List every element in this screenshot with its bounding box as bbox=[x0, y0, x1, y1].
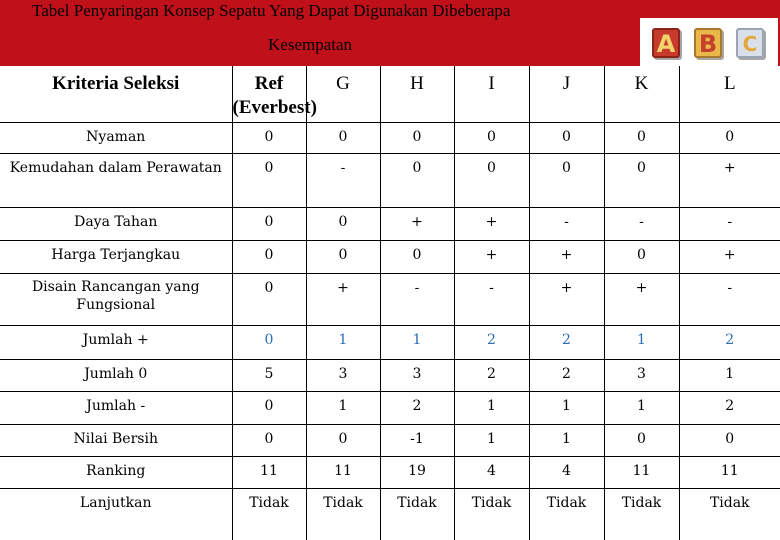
score-cell: Tidak bbox=[232, 488, 306, 540]
score-cell: 1 bbox=[306, 391, 380, 424]
header-i: I bbox=[454, 66, 529, 122]
score-cell: 19 bbox=[380, 456, 454, 488]
score-cell: 0 bbox=[306, 240, 380, 273]
score-cell: 11 bbox=[679, 456, 780, 488]
criteria-label: Kemudahan dalam Perawatan bbox=[0, 153, 232, 207]
title-line-1: Tabel Penyaringan Konsep Sepatu Yang Dapat Digunakan Dibeberapa bbox=[32, 1, 511, 20]
criteria-label: Nilai Bersih bbox=[0, 424, 232, 456]
letter-block-a: A bbox=[652, 28, 680, 58]
score-cell: - bbox=[529, 207, 604, 240]
score-cell: 0 bbox=[232, 391, 306, 424]
score-cell: 1 bbox=[306, 325, 380, 359]
header-ref: Ref (Everbest) bbox=[232, 66, 306, 122]
score-cell: 0 bbox=[604, 153, 679, 207]
score-cell: - bbox=[604, 207, 679, 240]
concept-screening-table bbox=[0, 66, 780, 540]
score-cell: 1 bbox=[529, 391, 604, 424]
table-row bbox=[0, 240, 780, 273]
table-row bbox=[0, 273, 780, 325]
score-cell: 11 bbox=[232, 456, 306, 488]
table-row bbox=[0, 391, 780, 424]
score-cell: 0 bbox=[232, 153, 306, 207]
header-g: G bbox=[306, 66, 380, 122]
criteria-label: Jumlah 0 bbox=[0, 359, 232, 391]
score-cell: + bbox=[306, 273, 380, 325]
score-cell: 0 bbox=[232, 240, 306, 273]
header-row bbox=[0, 66, 780, 122]
score-cell: 1 bbox=[454, 424, 529, 456]
score-cell: Tidak bbox=[604, 488, 679, 540]
score-cell: 0 bbox=[604, 424, 679, 456]
score-cell: 2 bbox=[679, 325, 780, 359]
score-cell: 1 bbox=[679, 359, 780, 391]
score-cell: 11 bbox=[604, 456, 679, 488]
score-cell: - bbox=[679, 207, 780, 240]
letter-block-c: C bbox=[736, 28, 764, 58]
title-line-2: Kesempatan bbox=[268, 35, 353, 54]
score-cell: 1 bbox=[604, 325, 679, 359]
score-cell: - bbox=[454, 273, 529, 325]
score-cell: Tidak bbox=[454, 488, 529, 540]
score-cell: 0 bbox=[306, 207, 380, 240]
score-cell: + bbox=[604, 273, 679, 325]
score-cell: Tidak bbox=[306, 488, 380, 540]
header-j: J bbox=[529, 66, 604, 122]
criteria-label: Lanjutkan bbox=[0, 488, 232, 540]
criteria-label: Disain Rancangan yang Fungsional bbox=[0, 273, 232, 325]
score-cell: 0 bbox=[454, 122, 529, 153]
score-cell: Tidak bbox=[709, 494, 750, 511]
score-cell: + bbox=[679, 240, 780, 273]
score-cell: 11 bbox=[306, 456, 380, 488]
table-row bbox=[0, 456, 780, 488]
table-row bbox=[0, 153, 780, 207]
score-cell: 2 bbox=[380, 391, 454, 424]
score-cell: + bbox=[529, 273, 604, 325]
table-row bbox=[0, 488, 780, 540]
score-cell: 0 bbox=[604, 122, 679, 153]
score-cell: 2 bbox=[454, 325, 529, 359]
score-cell: 0 bbox=[232, 325, 306, 359]
criteria-label: Daya Tahan bbox=[0, 207, 232, 240]
score-cell: 0 bbox=[529, 153, 604, 207]
score-cell: 0 bbox=[454, 153, 529, 207]
header-h: H bbox=[380, 66, 454, 122]
score-cell: 0 bbox=[232, 424, 306, 456]
score-cell: 0 bbox=[679, 122, 780, 153]
score-cell: + bbox=[380, 207, 454, 240]
score-cell: 0 bbox=[232, 122, 306, 153]
score-cell: Tidak bbox=[529, 488, 604, 540]
score-cell: 1 bbox=[380, 325, 454, 359]
score-cell: -1 bbox=[380, 424, 454, 456]
score-cell: 0 bbox=[380, 122, 454, 153]
score-cell: 0 bbox=[306, 122, 380, 153]
score-cell: 0 bbox=[232, 207, 306, 240]
abc-blocks-logo bbox=[640, 18, 778, 68]
score-cell: 0 bbox=[232, 273, 306, 325]
score-cell: + bbox=[454, 207, 529, 240]
score-cell: 2 bbox=[529, 359, 604, 391]
score-cell: 2 bbox=[454, 359, 529, 391]
criteria-label: Jumlah - bbox=[0, 391, 232, 424]
score-cell: 3 bbox=[380, 359, 454, 391]
table-row bbox=[0, 359, 780, 391]
score-cell: - bbox=[306, 153, 380, 207]
criteria-label: Ranking bbox=[0, 456, 232, 488]
criteria-label: Jumlah + bbox=[0, 325, 232, 359]
score-cell: 0 bbox=[529, 122, 604, 153]
score-cell: 4 bbox=[529, 456, 604, 488]
score-cell: + bbox=[679, 153, 780, 207]
score-cell: - bbox=[679, 273, 780, 325]
score-cell: + bbox=[454, 240, 529, 273]
header-criteria: Kriteria Seleksi bbox=[0, 66, 232, 122]
score-cell: 0 bbox=[306, 424, 380, 456]
table-row bbox=[0, 207, 780, 240]
criteria-label: Harga Terjangkau bbox=[0, 240, 232, 273]
table-row bbox=[0, 122, 780, 153]
score-cell: 3 bbox=[306, 359, 380, 391]
table-row bbox=[0, 325, 780, 359]
score-cell: Tidak bbox=[380, 488, 454, 540]
score-cell: 2 bbox=[529, 325, 604, 359]
letter-block-b: B bbox=[694, 28, 722, 58]
score-cell: 0 bbox=[604, 240, 679, 273]
score-cell: 5 bbox=[232, 359, 306, 391]
score-cell: 2 bbox=[679, 391, 780, 424]
score-cell: - bbox=[380, 273, 454, 325]
score-cell: 1 bbox=[604, 391, 679, 424]
page-title bbox=[0, 0, 630, 66]
score-cell: 3 bbox=[604, 359, 679, 391]
score-cell: 0 bbox=[380, 240, 454, 273]
header-l: L bbox=[679, 66, 780, 122]
score-cell: 1 bbox=[454, 391, 529, 424]
score-cell: + bbox=[529, 240, 604, 273]
score-cell: 4 bbox=[454, 456, 529, 488]
score-cell: 1 bbox=[529, 424, 604, 456]
score-cell: 0 bbox=[380, 153, 454, 207]
table-row bbox=[0, 424, 780, 456]
criteria-label: Nyaman bbox=[0, 122, 232, 153]
score-cell: 0 bbox=[679, 424, 780, 456]
header-k: K bbox=[604, 66, 679, 122]
